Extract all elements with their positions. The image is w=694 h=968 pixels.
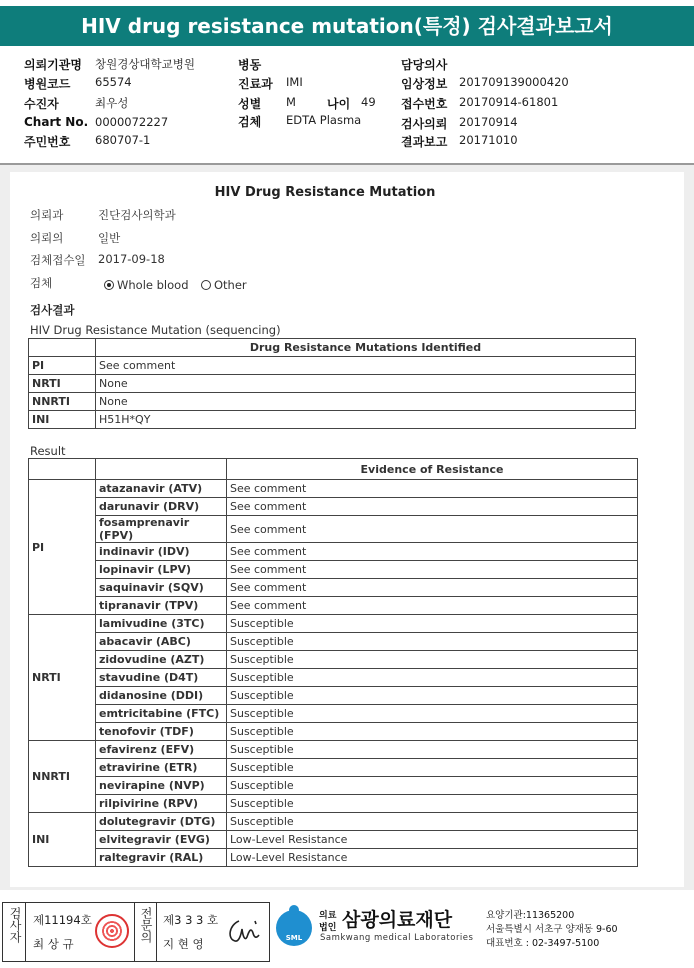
table-row: [29, 597, 638, 615]
mutation-class: PI: [29, 357, 96, 375]
signature-divider: [25, 903, 26, 961]
org-prefix-1: 의료: [319, 911, 337, 921]
patient-name: 최우성: [95, 96, 129, 110]
age-label: 나이: [327, 97, 351, 111]
report-document: [10, 172, 684, 887]
drug-evidence: Susceptible: [227, 813, 638, 831]
table-row: [29, 375, 636, 393]
drug-evidence: See comment: [227, 561, 638, 579]
table-row: [29, 777, 638, 795]
table-row: [29, 741, 638, 759]
drug-name: abacavir (ABC): [96, 633, 227, 651]
radio-unselected-icon: [201, 280, 211, 290]
drug-name: stavudine (D4T): [96, 669, 227, 687]
drug-name: rilpivirine (RPV): [96, 795, 227, 813]
mutations-table: [28, 338, 636, 429]
drug-name: etravirine (ETR): [96, 759, 227, 777]
drug-evidence: Low-Level Resistance: [227, 849, 638, 867]
report-footer: [0, 900, 694, 968]
drug-name: tenofovir (TDF): [96, 723, 227, 741]
result-report-label: 결과보고: [401, 135, 448, 149]
department-label: 진료과: [238, 77, 273, 91]
table-row: [29, 633, 638, 651]
seal-stamp-icon: [95, 914, 129, 948]
specimen-option-whole-blood[interactable]: [104, 278, 189, 292]
chart-no-label: Chart No.: [24, 115, 89, 129]
table-row: [29, 459, 638, 480]
table-row: [29, 723, 638, 741]
drug-evidence: See comment: [227, 543, 638, 561]
signature-divider: [156, 903, 157, 961]
org-prefix-2: 법인: [319, 923, 337, 933]
received-date-label: 검체접수일: [30, 253, 86, 267]
signature-box: [2, 902, 270, 962]
address: 서울특별시 서초구 양재동 9-60: [486, 924, 618, 935]
specimen-option-other-label: Other: [214, 278, 247, 292]
drug-evidence: Susceptible: [227, 759, 638, 777]
clinical-info-label: 임상정보: [401, 77, 448, 91]
drug-evidence: Susceptible: [227, 795, 638, 813]
table-row: [29, 339, 636, 357]
table-row: [29, 615, 638, 633]
physician-label: 담당의사: [401, 58, 448, 72]
specimen-type-label: 검체: [30, 276, 53, 290]
table-row: [29, 516, 638, 543]
mutation-class: NNRTI: [29, 393, 96, 411]
drug-name: dolutegravir (DTG): [96, 813, 227, 831]
requesting-institution-label: 의뢰기관명: [24, 58, 82, 72]
table-row: [29, 831, 638, 849]
mutation-value: None: [96, 375, 636, 393]
table-row: [29, 813, 638, 831]
drug-evidence: Susceptible: [227, 633, 638, 651]
table-cell: [96, 459, 227, 480]
table-row: [29, 705, 638, 723]
drug-evidence: Low-Level Resistance: [227, 831, 638, 849]
drug-class-nrti: NRTI: [29, 615, 96, 741]
report-title-bar: HIV drug resistance mutation(특정) 검사결과보고서: [0, 6, 694, 46]
drug-name: fosamprenavir (FPV): [96, 516, 227, 543]
drug-evidence: Susceptible: [227, 723, 638, 741]
hospital-code: 65574: [95, 75, 132, 89]
specimen-label: 검체: [238, 115, 262, 129]
report-title: HIV Drug Resistance Mutation: [214, 185, 436, 200]
mutation-class: NRTI: [29, 375, 96, 393]
drug-evidence: See comment: [227, 597, 638, 615]
drug-name: tipranavir (TPV): [96, 597, 227, 615]
receipt-no-label: 접수번호: [401, 97, 448, 111]
mutations-header: Drug Resistance Mutations Identified: [96, 339, 636, 357]
specimen: EDTA Plasma: [286, 113, 362, 127]
drug-evidence: See comment: [227, 498, 638, 516]
doctor-value: 일반: [98, 231, 121, 245]
table-row: [29, 849, 638, 867]
drug-name: efavirenz (EFV): [96, 741, 227, 759]
table-row: [29, 759, 638, 777]
ward-label: 병동: [238, 58, 262, 72]
department: IMI: [286, 75, 303, 89]
drug-evidence: Susceptible: [227, 687, 638, 705]
table-cell: [29, 339, 96, 357]
drug-name: lopinavir (LPV): [96, 561, 227, 579]
specimen-option-other[interactable]: [201, 278, 247, 292]
test-request-date: 20170914: [459, 115, 518, 129]
drug-evidence: Susceptible: [227, 615, 638, 633]
requesting-institution: 창원경상대학교병원: [95, 57, 195, 71]
drug-evidence: Susceptible: [227, 777, 638, 795]
result-label: Result: [30, 444, 66, 458]
table-row: [29, 669, 638, 687]
table-row: [29, 651, 638, 669]
mutation-value: See comment: [96, 357, 636, 375]
drug-name: emtricitabine (FTC): [96, 705, 227, 723]
age: 49: [361, 95, 376, 109]
tester-name: 최 상 규: [33, 937, 74, 951]
receipt-no: 20170914-61801: [459, 95, 559, 109]
drug-name: zidovudine (AZT): [96, 651, 227, 669]
id-number: 680707-1: [95, 133, 151, 147]
org-name: 삼광의료재단: [342, 909, 453, 931]
drug-evidence: See comment: [227, 579, 638, 597]
patient-info-header: [0, 50, 694, 164]
drug-name: lamivudine (3TC): [96, 615, 227, 633]
sequencing-label: HIV Drug Resistance Mutation (sequencing): [30, 323, 281, 337]
drug-evidence: See comment: [227, 480, 638, 498]
drug-name: saquinavir (SQV): [96, 579, 227, 597]
drug-name: didanosine (DDI): [96, 687, 227, 705]
table-row: [29, 543, 638, 561]
tester-license-no: 제11194호: [33, 913, 92, 927]
sex: M: [286, 95, 296, 109]
test-request-label: 검사의뢰: [401, 117, 448, 131]
drug-name: raltegravir (RAL): [96, 849, 227, 867]
clinical-info: 201709139000420: [459, 75, 569, 89]
drug-name: indinavir (IDV): [96, 543, 227, 561]
drug-name: darunavir (DRV): [96, 498, 227, 516]
institution-code: 요양기관:11365200: [486, 910, 575, 921]
table-row: [29, 393, 636, 411]
drug-name: elvitegravir (EVG): [96, 831, 227, 849]
specialist-license-no: 제3 3 3 호: [163, 913, 219, 927]
specialist-label: 전문의: [139, 907, 153, 943]
dept-value: 진단검사의학과: [98, 208, 176, 222]
table-row: [29, 687, 638, 705]
tester-label: 검사자: [8, 907, 22, 943]
sml-logo-icon: [272, 904, 316, 948]
result-report-date: 20171010: [459, 133, 518, 147]
specialist-name: 지 현 영: [163, 937, 204, 951]
chart-no: 0000072227: [95, 115, 169, 129]
drug-evidence: Susceptible: [227, 669, 638, 687]
evidence-table: [28, 458, 638, 867]
handwritten-signature-icon: [225, 915, 265, 947]
dept-label: 의뢰과: [30, 208, 64, 222]
specimen-option-whole-blood-label: Whole blood: [117, 278, 189, 292]
logo-abbrev: SML: [285, 934, 303, 942]
table-row: [29, 579, 638, 597]
doctor-label: 의뢰의: [30, 231, 64, 245]
mutation-value: None: [96, 393, 636, 411]
patient-label: 수진자: [24, 97, 59, 111]
drug-class-nnrti: NNRTI: [29, 741, 96, 813]
table-row: [29, 561, 638, 579]
drug-evidence: Susceptible: [227, 651, 638, 669]
radio-selected-icon: [104, 280, 114, 290]
table-row: [29, 480, 638, 498]
evidence-header: Evidence of Resistance: [227, 459, 638, 480]
table-row: [29, 357, 636, 375]
table-cell: [29, 459, 96, 480]
drug-evidence: Susceptible: [227, 705, 638, 723]
table-row: [29, 795, 638, 813]
drug-evidence: See comment: [227, 516, 638, 543]
mutation-value: H51H*QY: [96, 411, 636, 429]
phone-number: 대표번호 : 02-3497-5100: [486, 938, 600, 949]
id-number-label: 주민번호: [24, 135, 71, 149]
drug-class-ini: INI: [29, 813, 96, 867]
table-row: [29, 411, 636, 429]
drug-class-pi: PI: [29, 480, 96, 615]
sex-label: 성별: [238, 97, 262, 111]
drug-name: nevirapine (NVP): [96, 777, 227, 795]
received-date: 2017-09-18: [98, 252, 165, 266]
drug-name: atazanavir (ATV): [96, 480, 227, 498]
table-row: [29, 498, 638, 516]
org-english-name: Samkwang medical Laboratories: [320, 933, 474, 943]
drug-evidence: Susceptible: [227, 741, 638, 759]
signature-divider: [134, 903, 135, 961]
results-heading: 검사결과: [30, 303, 75, 317]
hospital-code-label: 병원코드: [24, 77, 71, 91]
mutation-class: INI: [29, 411, 96, 429]
